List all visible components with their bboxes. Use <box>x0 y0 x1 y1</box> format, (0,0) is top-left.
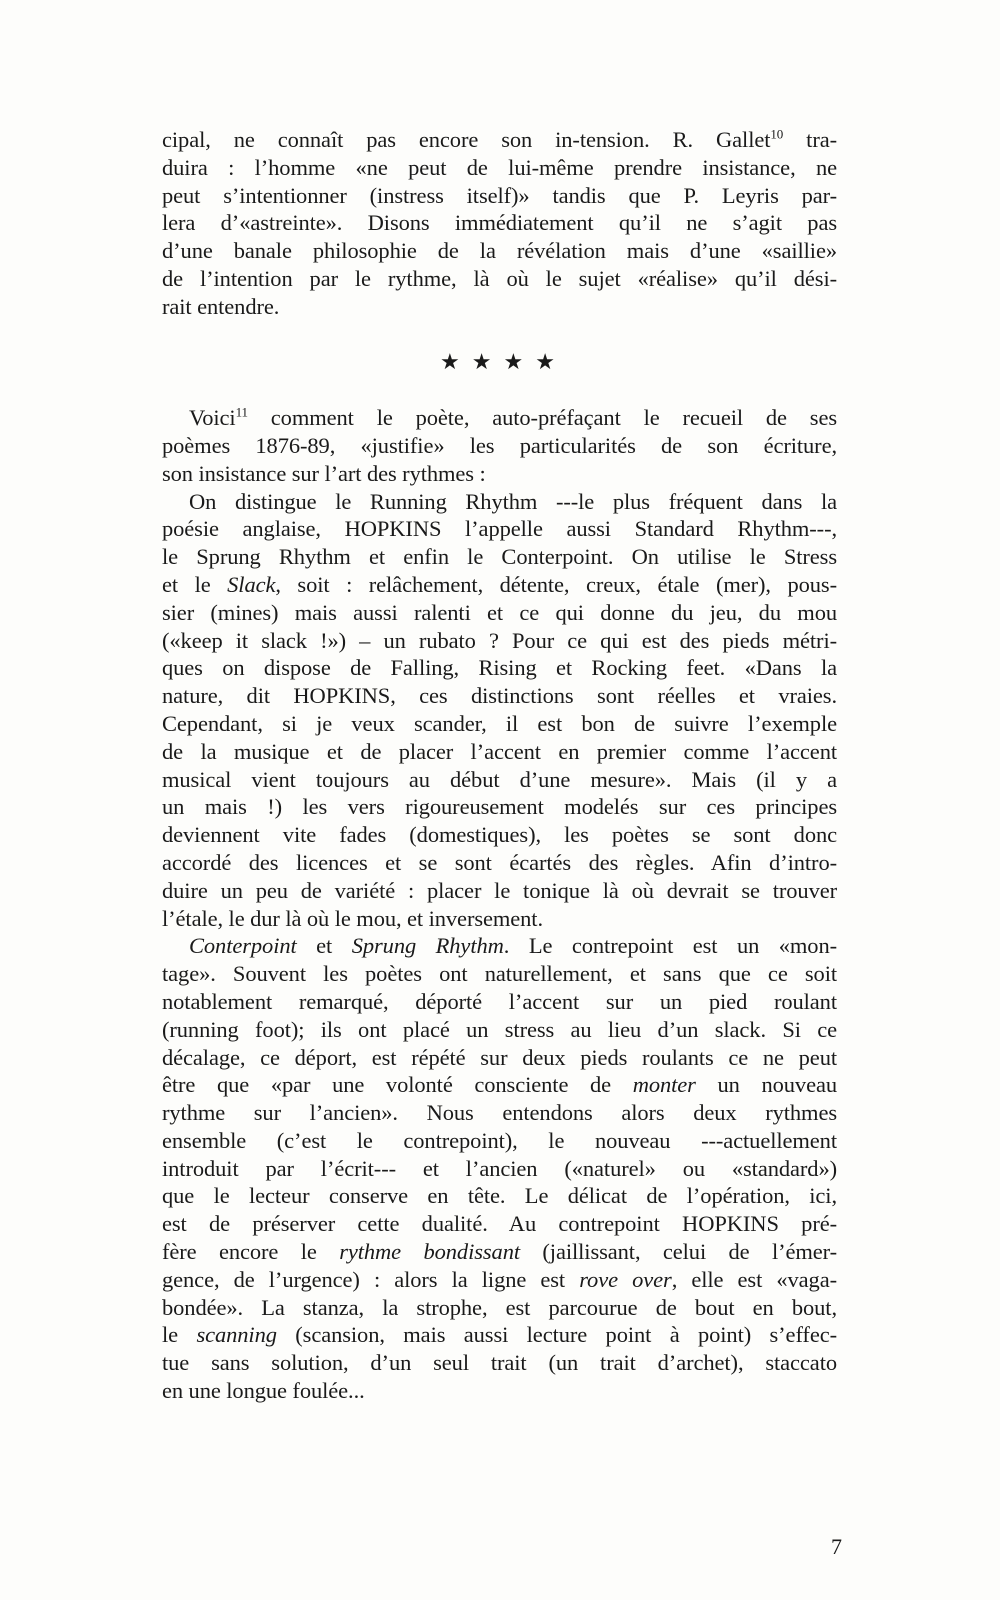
text-line: ensemble (c’est le contrepoint), le nouveau ---actuellement <box>162 1127 837 1153</box>
text-line: d’une banale philosophie de la révélation mais d’une «saillie» <box>162 238 837 264</box>
text-line: et le Slack, soit : relâchement, détente, creux, étale (mer), pous- <box>162 571 837 597</box>
footnote-ref: 10 <box>770 126 784 142</box>
text-line: être que «par une volonté consciente de monter un nouveau <box>162 1072 837 1098</box>
text-line: introduit par l’écrit--- et l’ancien («naturel» ou «standard») <box>162 1155 837 1181</box>
text-line: notablement remarqué, déporté l’accent sur un pied roulant <box>162 988 837 1014</box>
text-line: deviennent vite fades (domestiques), les poètes se sont donc <box>162 822 837 848</box>
text-line: poèmes 1876-89, «justifie» les particularités de son écriture, <box>162 432 837 458</box>
text-line: que le lecteur conserve en tête. Le délicat de l’opération, ici, <box>162 1183 837 1209</box>
text-line: Voici$^{11}$ comment le poète, auto-préfaçant le recueil de ses <box>189 404 837 431</box>
text-line: fère encore le rythme bondissant (jaillissant, celui de l’émer- <box>162 1239 838 1265</box>
text-line: rait entendre. <box>162 293 280 319</box>
text-line: rythme sur l’ancien». Nous entendons alors deux rythmes <box>162 1100 837 1126</box>
text-line: gence, de l’urgence) : alors la ligne est rove over, elle est «vaga- <box>162 1266 837 1292</box>
text-line: est de préserver cette dualité. Au contrepoint HOPKINS pré- <box>162 1211 837 1237</box>
text-line: sier (mines) mais aussi ralenti et ce qui donne du jeu, du mou <box>162 599 837 625</box>
text-line: (running foot); ils ont placé un stress au lieu d’un slack. Si ce <box>162 1016 837 1042</box>
text-line: cipal, ne connaît pas encore son in-tension. R. Gallet$^{10}$ tra- <box>162 126 837 152</box>
text-line: l’étale, le dur là où le mou, et inversement. <box>162 905 543 931</box>
text-line: de l’intention par le rythme, là où le sujet «réalise» qu’il dési- <box>162 265 837 291</box>
text-line: le Sprung Rhythm et enfin le Conterpoint. On utilise le Stress <box>162 544 837 570</box>
section-separator-stars: ★★★★ <box>440 349 567 375</box>
footnote-ref: 11 <box>235 404 248 420</box>
text-line: Conterpoint et Sprung Rhythm. Le contrepoint est un «mon- <box>189 933 838 959</box>
text-line: musical vient toujours au début d’une mesure». Mais (il y a <box>162 766 837 792</box>
text-line: en une longue foulée... <box>162 1378 365 1404</box>
text-line: duire un peu de variété : placer le tonique là où devrait se trouver <box>162 877 837 903</box>
text-line: tage». Souvent les poètes ont naturellement, et sans que ce soit <box>162 961 837 987</box>
text-line: un mais !) les vers rigoureusement modelés sur ces principes <box>162 794 837 820</box>
text-line: Cependant, si je veux scander, il est bon de suivre l’exemple <box>162 710 837 736</box>
text-line: tue sans solution, d’un seul trait (un trait d’archet), staccato <box>162 1350 837 1376</box>
text-line: bondée». La stanza, la strophe, est parcourue de bout en bout, <box>162 1294 837 1320</box>
text-line: de la musique et de placer l’accent en premier comme l’accent <box>162 738 837 764</box>
text-line: poésie anglaise, HOPKINS l’appelle aussi Standard Rhythm---, <box>162 516 837 542</box>
text-line: («keep it slack !») – un rubato ? Pour ce qui est des pieds métri- <box>162 627 837 653</box>
body-text <box>162 126 837 1405</box>
page-number: 7 <box>831 1534 842 1559</box>
text-line: lera d’«astreinte». Disons immédiatement qu’il ne s’agit pas <box>162 210 837 236</box>
text-line: le scanning (scansion, mais aussi lecture point à point) s’effec- <box>162 1322 837 1348</box>
text-line: peut s’intentionner (instress itself)» tandis que P. Leyris par- <box>162 182 837 208</box>
text-line: décalage, ce déport, est répété sur deux pieds roulants ce ne peut <box>162 1044 837 1070</box>
text-line: accordé des licences et se sont écartés des règles. Afin d’intro- <box>162 849 837 875</box>
text-line: On distingue le Running Rhythm ---le plus fréquent dans la <box>189 488 837 514</box>
text-line: duira : l’homme «ne peut de lui-même prendre insistance, ne <box>162 154 837 180</box>
text-line: son insistance sur l’art des rythmes : <box>162 460 486 486</box>
text-line: nature, dit HOPKINS, ces distinctions sont réelles et vraies. <box>162 683 837 709</box>
text-line: ques on dispose de Falling, Rising et Rocking feet. «Dans la <box>162 655 837 681</box>
